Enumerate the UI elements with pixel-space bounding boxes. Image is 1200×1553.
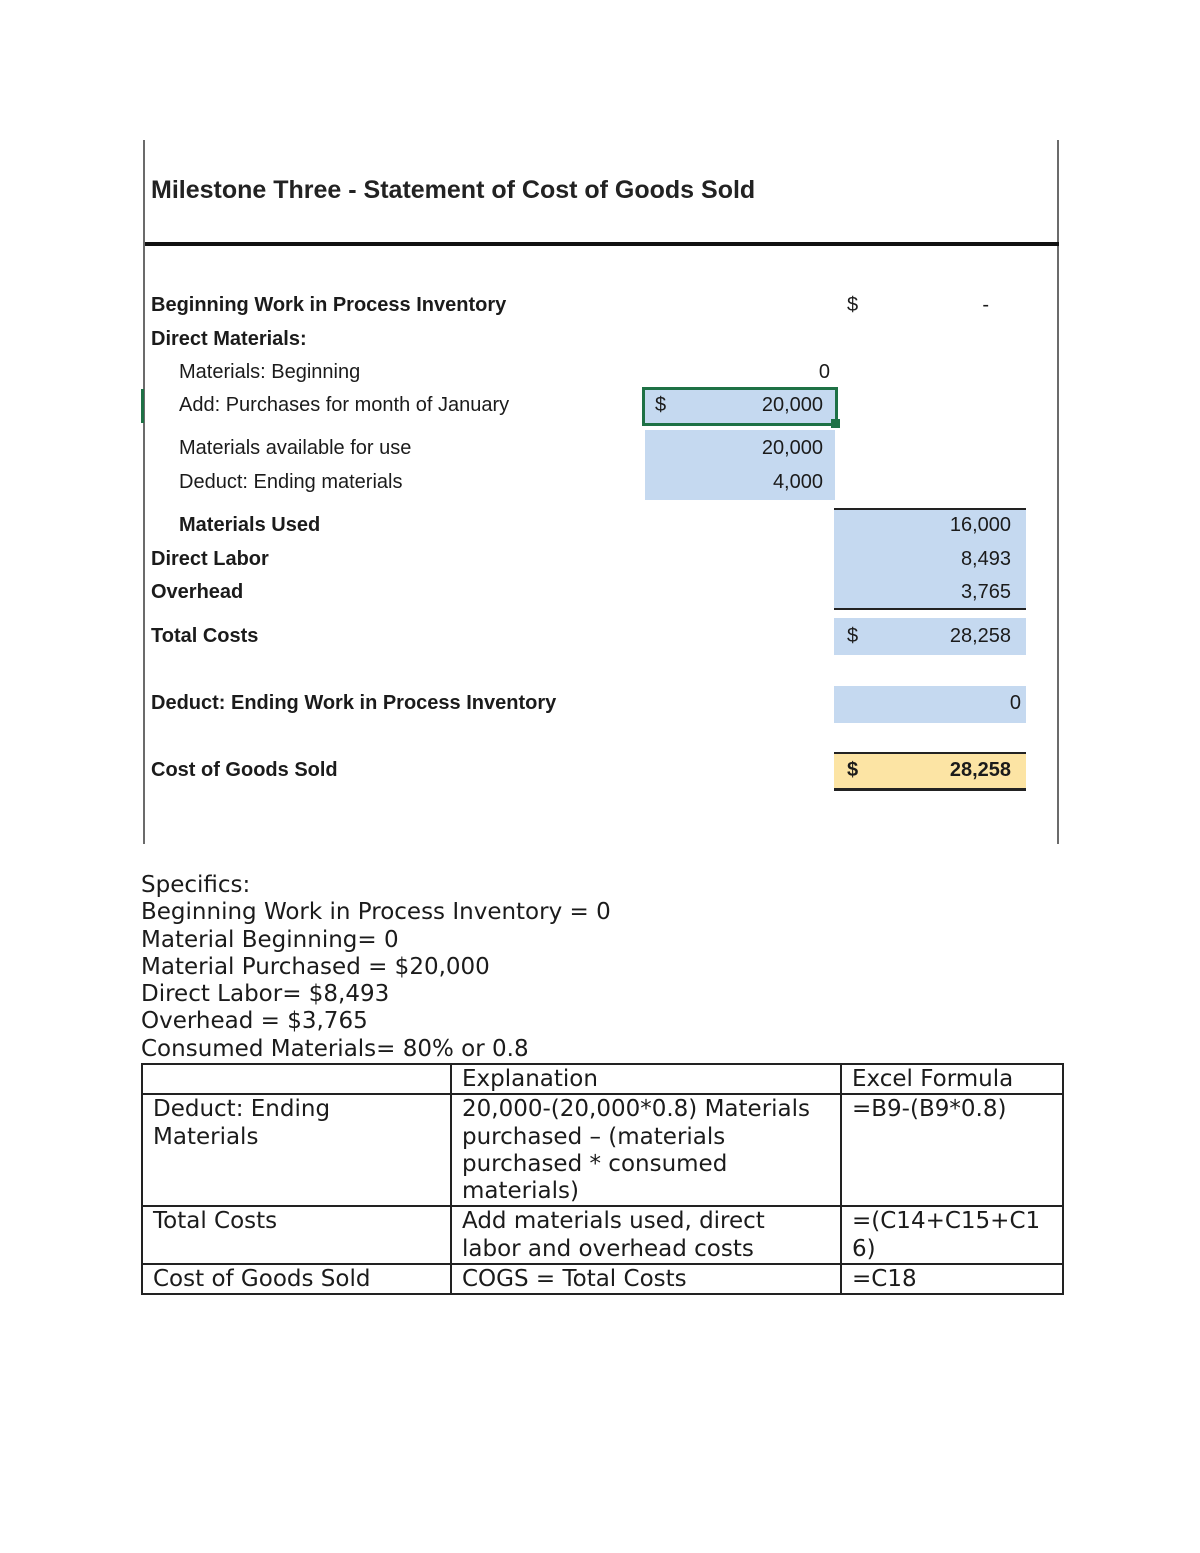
beginning-wip-label: Beginning Work in Process Inventory	[151, 294, 507, 316]
header-cell: Explanation	[451, 1064, 841, 1094]
direct-materials-heading: Direct Materials:	[151, 328, 307, 350]
purchases-currency: $	[655, 394, 667, 416]
specifics-heading: Specifics:	[141, 872, 251, 898]
cogs-bottom-border	[834, 788, 1026, 791]
formula-table	[141, 1063, 1064, 1295]
cogs-value: 28,258	[949, 759, 1011, 781]
specifics-line: Overhead = $3,765	[141, 1008, 368, 1035]
materials-beginning-label: Materials: Beginning	[179, 361, 361, 383]
overhead-label: Overhead	[151, 581, 244, 603]
table-header-row	[142, 1064, 1063, 1094]
ending-wip-value: 0	[1009, 692, 1021, 714]
row-selection-marker	[141, 389, 144, 423]
specifics-line: Consumed Materials= 80% or 0.8	[141, 1035, 529, 1062]
specifics-line: Material Purchased = $20,000	[141, 953, 490, 980]
item-cell: Deduct: Ending Materials	[142, 1094, 451, 1206]
materials-available-value: 20,000	[761, 437, 823, 459]
item-cell: Total Costs	[142, 1206, 451, 1264]
table-row	[142, 1094, 1063, 1206]
header-cell: Excel Formula	[841, 1064, 1063, 1094]
direct-labor-value: 8,493	[960, 548, 1011, 570]
overhead-value: 3,765	[960, 581, 1011, 603]
purchases-value: 20,000	[761, 394, 823, 416]
subtotal-bottom-border	[834, 608, 1026, 610]
ending-wip-label: Deduct: Ending Work in Process Inventory	[151, 692, 557, 714]
specifics-line: Direct Labor= $8,493	[141, 981, 390, 1008]
cogs-currency: $	[847, 759, 859, 781]
materials-available-label: Materials available for use	[179, 437, 412, 459]
total-costs-value: 28,258	[949, 625, 1011, 647]
formula-cell: =C18	[841, 1264, 1063, 1294]
table-row	[142, 1264, 1063, 1294]
table-row	[142, 1206, 1063, 1264]
ending-materials-label: Deduct: Ending materials	[179, 471, 403, 493]
total-costs-currency: $	[847, 625, 859, 647]
total-costs-label: Total Costs	[151, 625, 259, 647]
specifics-section	[141, 872, 611, 1063]
explanation-cell: COGS = Total Costs	[451, 1264, 841, 1294]
cogs-label: Cost of Goods Sold	[151, 759, 338, 781]
specifics-line: Beginning Work in Process Inventory = 0	[141, 899, 611, 926]
specifics-line: Material Beginning= 0	[141, 926, 399, 953]
item-cell: Cost of Goods Sold	[142, 1264, 451, 1294]
explanation-cell: Add materials used, direct labor and overhead costs	[451, 1206, 841, 1264]
spreadsheet-snapshot	[143, 140, 1059, 844]
materials-used-value: 16,000	[949, 514, 1011, 536]
materials-used-label: Materials Used	[179, 514, 321, 536]
beginning-wip-currency: $	[847, 294, 859, 316]
formula-cell: =(C14+C15+C16)	[841, 1206, 1063, 1264]
direct-labor-label: Direct Labor	[151, 548, 269, 570]
materials-beginning-value: 0	[818, 361, 830, 383]
fill-handle[interactable]	[831, 419, 840, 428]
explanation-cell: 20,000-(20,000*0.8) Materials purchased – (materials purchased * consumed materials)	[451, 1094, 841, 1206]
formula-cell: =B9-(B9*0.8)	[841, 1094, 1063, 1206]
sheet-title: Milestone Three - Statement of Cost of Goods Sold	[151, 176, 756, 204]
header-cell	[142, 1064, 451, 1094]
title-underline	[145, 242, 1059, 246]
ending-materials-value: 4,000	[772, 471, 823, 493]
beginning-wip-value: -	[982, 294, 989, 316]
purchases-label: Add: Purchases for month of January	[179, 394, 510, 416]
